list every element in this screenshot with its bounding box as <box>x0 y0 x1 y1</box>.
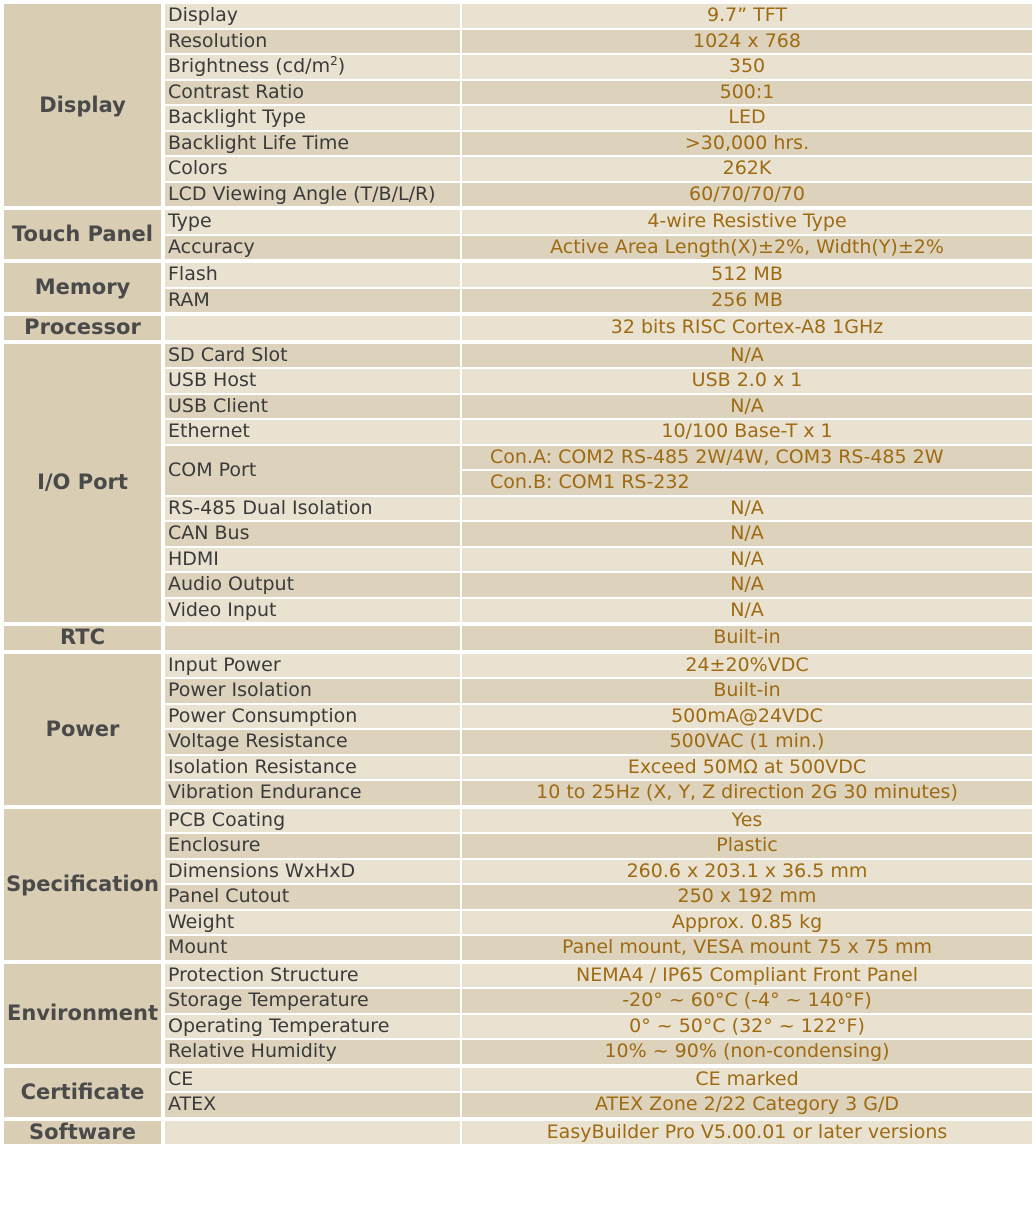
spec-label: RS-485 Dual Isolation <box>165 497 462 523</box>
spec-value: 262K <box>462 157 1032 183</box>
spec-label: Audio Output <box>165 573 462 599</box>
spec-value: 250 x 192 mm <box>462 885 1032 911</box>
spec-label: USB Client <box>165 395 462 421</box>
spec-value: 0° ~ 50°C (32° ~ 122°F) <box>462 1015 1032 1041</box>
spec-label: Mount <box>165 936 462 964</box>
spec-label: Enclosure <box>165 834 462 860</box>
spec-table-body <box>4 4 1032 1148</box>
spec-row <box>4 626 1032 654</box>
spec-value: EasyBuilder Pro V5.00.01 or later versions <box>462 1121 1032 1149</box>
spec-value: N/A <box>462 548 1032 574</box>
spec-value: Built-in <box>462 626 1032 654</box>
spec-value: Con.B: COM1 RS-232 <box>462 471 1032 497</box>
spec-label: Relative Humidity <box>165 1040 462 1068</box>
spec-row <box>4 809 1032 835</box>
spec-value: CE marked <box>462 1068 1032 1094</box>
spec-label: Display <box>165 4 462 30</box>
spec-value: 500VAC (1 min.) <box>462 730 1032 756</box>
spec-label: Weight <box>165 911 462 937</box>
spec-label <box>165 1121 462 1149</box>
spec-label: Operating Temperature <box>165 1015 462 1041</box>
spec-value: -20° ~ 60°C (-4° ~ 140°F) <box>462 989 1032 1015</box>
spec-value: 24±20%VDC <box>462 654 1032 680</box>
spec-label: Input Power <box>165 654 462 680</box>
spec-label: CAN Bus <box>165 522 462 548</box>
group-heading-specification: Specification <box>4 809 165 964</box>
spec-row <box>4 210 1032 236</box>
spec-label: SD Card Slot <box>165 344 462 370</box>
spec-label: CE <box>165 1068 462 1094</box>
spec-label: Flash <box>165 263 462 289</box>
spec-label <box>165 55 462 81</box>
spec-label: Dimensions WxHxD <box>165 860 462 886</box>
spec-value: 1024 x 768 <box>462 30 1032 56</box>
spec-label <box>165 316 462 344</box>
spec-value: N/A <box>462 599 1032 627</box>
spec-value: LED <box>462 106 1032 132</box>
group-heading-i-o-port: I/O Port <box>4 344 165 627</box>
spec-value: Con.A: COM2 RS-485 2W/4W, COM3 RS-485 2W <box>462 446 1032 472</box>
spec-label <box>165 626 462 654</box>
spec-label: Contrast Ratio <box>165 81 462 107</box>
spec-value: 10% ~ 90% (non-condensing) <box>462 1040 1032 1068</box>
spec-value: Built-in <box>462 679 1032 705</box>
spec-label: HDMI <box>165 548 462 574</box>
group-heading-memory: Memory <box>4 263 165 316</box>
group-heading-certificate: Certificate <box>4 1068 165 1121</box>
spec-value: Panel mount, VESA mount 75 x 75 mm <box>462 936 1032 964</box>
spec-row <box>4 344 1032 370</box>
spec-row <box>4 1121 1032 1149</box>
spec-row <box>4 654 1032 680</box>
spec-label: RAM <box>165 289 462 317</box>
spec-label: Colors <box>165 157 462 183</box>
spec-value: 256 MB <box>462 289 1032 317</box>
spec-label: Protection Structure <box>165 964 462 990</box>
spec-value: 10 to 25Hz (X, Y, Z direction 2G 30 minutes) <box>462 781 1032 809</box>
spec-label: Backlight Type <box>165 106 462 132</box>
spec-label: Power Consumption <box>165 705 462 731</box>
spec-value: Active Area Length(X)±2%, Width(Y)±2% <box>462 236 1032 264</box>
spec-value: ATEX Zone 2/22 Category 3 G/D <box>462 1093 1032 1121</box>
spec-value: 32 bits RISC Cortex-A8 1GHz <box>462 316 1032 344</box>
spec-table <box>4 4 1032 1148</box>
spec-value: >30,000 hrs. <box>462 132 1032 158</box>
spec-value: Yes <box>462 809 1032 835</box>
spec-label: Vibration Endurance <box>165 781 462 809</box>
spec-value: 500:1 <box>462 81 1032 107</box>
group-heading-environment: Environment <box>4 964 165 1068</box>
group-heading-touch-panel: Touch Panel <box>4 210 165 263</box>
spec-label: Storage Temperature <box>165 989 462 1015</box>
spec-value: Plastic <box>462 834 1032 860</box>
spec-label: Backlight Life Time <box>165 132 462 158</box>
spec-value: Approx. 0.85 kg <box>462 911 1032 937</box>
spec-value: N/A <box>462 344 1032 370</box>
spec-label: USB Host <box>165 369 462 395</box>
spec-label: Isolation Resistance <box>165 756 462 782</box>
spec-value: 260.6 x 203.1 x 36.5 mm <box>462 860 1032 886</box>
spec-label: PCB Coating <box>165 809 462 835</box>
spec-value: 4-wire Resistive Type <box>462 210 1032 236</box>
spec-label: Power Isolation <box>165 679 462 705</box>
spec-label: Ethernet <box>165 420 462 446</box>
spec-row <box>4 964 1032 990</box>
superscript: 2 <box>330 55 338 69</box>
spec-label: Accuracy <box>165 236 462 264</box>
group-heading-processor: Processor <box>4 316 165 344</box>
spec-value: N/A <box>462 395 1032 421</box>
spec-row <box>4 316 1032 344</box>
spec-value: 500mA@24VDC <box>462 705 1032 731</box>
spec-value: 512 MB <box>462 263 1032 289</box>
group-heading-display: Display <box>4 4 165 210</box>
spec-label: Voltage Resistance <box>165 730 462 756</box>
spec-label: Video Input <box>165 599 462 627</box>
spec-value: Exceed 50MΩ at 500VDC <box>462 756 1032 782</box>
spec-value: NEMA4 / IP65 Compliant Front Panel <box>462 964 1032 990</box>
spec-label: COM Port <box>165 446 462 497</box>
spec-label: LCD Viewing Angle (T/B/L/R) <box>165 183 462 211</box>
spec-value: N/A <box>462 497 1032 523</box>
spec-label: ATEX <box>165 1093 462 1121</box>
spec-label: Resolution <box>165 30 462 56</box>
spec-row <box>4 4 1032 30</box>
group-heading-rtc: RTC <box>4 626 165 654</box>
group-heading-software: Software <box>4 1121 165 1149</box>
spec-value: 9.7” TFT <box>462 4 1032 30</box>
spec-value: N/A <box>462 522 1032 548</box>
spec-value: 10/100 Base-T x 1 <box>462 420 1032 446</box>
spec-value: 60/70/70/70 <box>462 183 1032 211</box>
spec-label-suffix: ) <box>337 55 346 78</box>
spec-label: Type <box>165 210 462 236</box>
spec-label: Panel Cutout <box>165 885 462 911</box>
spec-label-text: Brightness (cd/m <box>168 55 331 78</box>
spec-row <box>4 1068 1032 1094</box>
spec-value: USB 2.0 x 1 <box>462 369 1032 395</box>
spec-value: 350 <box>462 55 1032 81</box>
group-heading-power: Power <box>4 654 165 809</box>
spec-value: N/A <box>462 573 1032 599</box>
spec-row <box>4 263 1032 289</box>
